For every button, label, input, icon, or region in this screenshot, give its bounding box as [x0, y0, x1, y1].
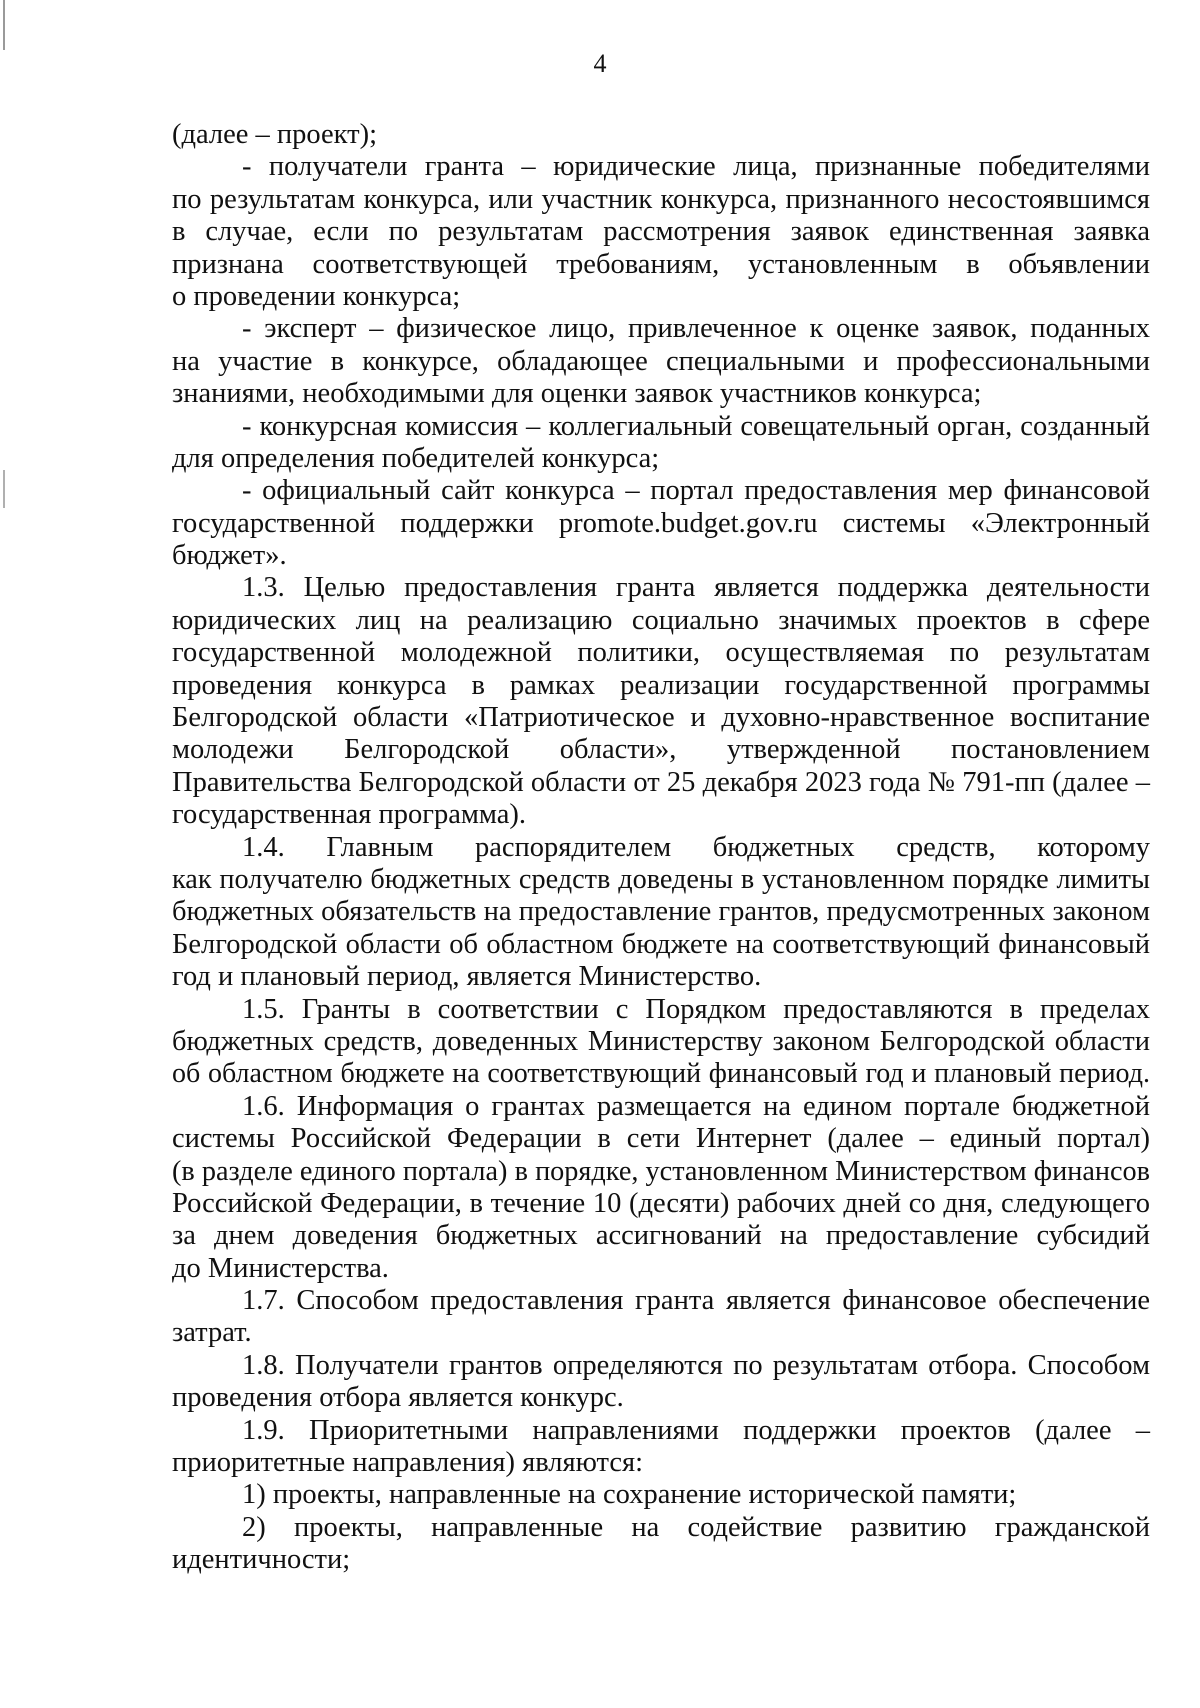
text-line: 1) проекты, направленные на сохранение исторической памяти; [242, 1479, 1017, 1511]
text-line: в случае, если по результатам рассмотрения заявок единственная заявка [172, 216, 1150, 248]
text-line: государственной поддержки promote.budget.gov.ru системы «Электронный [172, 507, 1150, 539]
text-line: по результатам конкурса, или участник конкурса, признанного несостоявшимся [172, 183, 1150, 215]
text-line: затрат. [172, 1317, 252, 1349]
text-line: признана соответствующей требованиям, установленным в объявлении [172, 248, 1150, 280]
page-number: 4 [593, 49, 607, 78]
text-line: идентичности; [172, 1544, 351, 1576]
text-line: об областном бюджете на соответствующий финансовый год и плановый период. [172, 1058, 1150, 1090]
text-line: 1.6. Информация о грантах размещается на едином портале бюджетной [242, 1090, 1150, 1122]
text-line: год и плановый период, является Министерство. [172, 961, 762, 993]
text-line: молодежи Белгородской области», утвержденной постановлением [172, 734, 1150, 766]
text-line: 1.8. Получатели грантов определяются по результатам отбора. Способом [242, 1349, 1150, 1381]
text-line: Российской Федерации, в течение 10 (десяти) рабочих дней со дня, следующего [172, 1187, 1150, 1219]
text-line: 1.9. Приоритетными направлениями поддержки проектов (далее – [242, 1414, 1150, 1446]
text-line: - конкурсная комиссия – коллегиальный совещательный орган, созданный [242, 410, 1150, 442]
text-line: государственная программа). [172, 799, 526, 831]
text-line: приоритетные направления) являются: [172, 1447, 644, 1479]
text-line: о проведении конкурса; [172, 280, 461, 312]
text-line: до Министерства. [172, 1252, 389, 1284]
text-line: бюджет». [172, 540, 287, 572]
text-line: для определения победителей конкурса; [172, 442, 660, 474]
text-line: проведения отбора является конкурс. [172, 1382, 624, 1414]
text-line: (далее – проект); [172, 119, 377, 150]
text-line: Белгородской области «Патриотическое и духовно-нравственное воспитание [172, 702, 1150, 734]
text-line: бюджетных обязательств на предоставление грантов, предусмотренных законом [172, 896, 1150, 928]
text-line: - эксперт – физическое лицо, привлеченное к оценке заявок, поданных [242, 313, 1150, 345]
text-line: как получателю бюджетных средств доведены в установленном порядке лимиты [172, 863, 1150, 895]
scan-edge-mark [3, 470, 5, 508]
text-line: 1.5. Гранты в соответствии с Порядком предоставляются в пределах [242, 993, 1150, 1025]
text-line: - получатели гранта – юридические лица, признанные победителями [242, 151, 1150, 183]
text-line: знаниями, необходимыми для оценки заявок участников конкурса; [172, 378, 982, 410]
text-line: бюджетных средств, доведенных Министерству законом Белгородской области [172, 1025, 1150, 1057]
text-line: 1.7. Способом предоставления гранта является финансовое обеспечение [242, 1285, 1150, 1317]
text-line: 2) проекты, направленные на содействие развитию гражданской [242, 1511, 1150, 1543]
text-line: 1.4. Главным распорядителем бюджетных средств, которому [242, 831, 1150, 863]
text-line: проведения конкурса в рамках реализации государственной программы [172, 669, 1150, 701]
text-line: на участие в конкурсе, обладающее специальными и профессиональными [172, 345, 1150, 377]
scan-edge-mark [3, 0, 5, 50]
text-line: юридических лиц на реализацию социально значимых проектов в сфере [172, 604, 1150, 636]
text-line: - официальный сайт конкурса – портал предоставления мер финансовой [242, 475, 1150, 507]
text-line: (в разделе единого портала) в порядке, установленном Министерством финансов [172, 1155, 1150, 1187]
document-body-text [172, 119, 1150, 1577]
text-line: Правительства Белгородской области от 25 декабря 2023 года № 791-пп (далее – [172, 766, 1150, 798]
text-line: Белгородской области об областном бюджете на соответствующий финансовый [172, 928, 1150, 960]
text-line: за днем доведения бюджетных ассигнований на предоставление субсидий [172, 1220, 1150, 1252]
text-line: 1.3. Целью предоставления гранта является поддержка деятельности [242, 572, 1150, 604]
text-line: системы Российской Федерации в сети Интернет (далее – единый портал) [172, 1123, 1150, 1155]
text-line: государственной молодежной политики, осуществляемая по результатам [172, 637, 1150, 669]
